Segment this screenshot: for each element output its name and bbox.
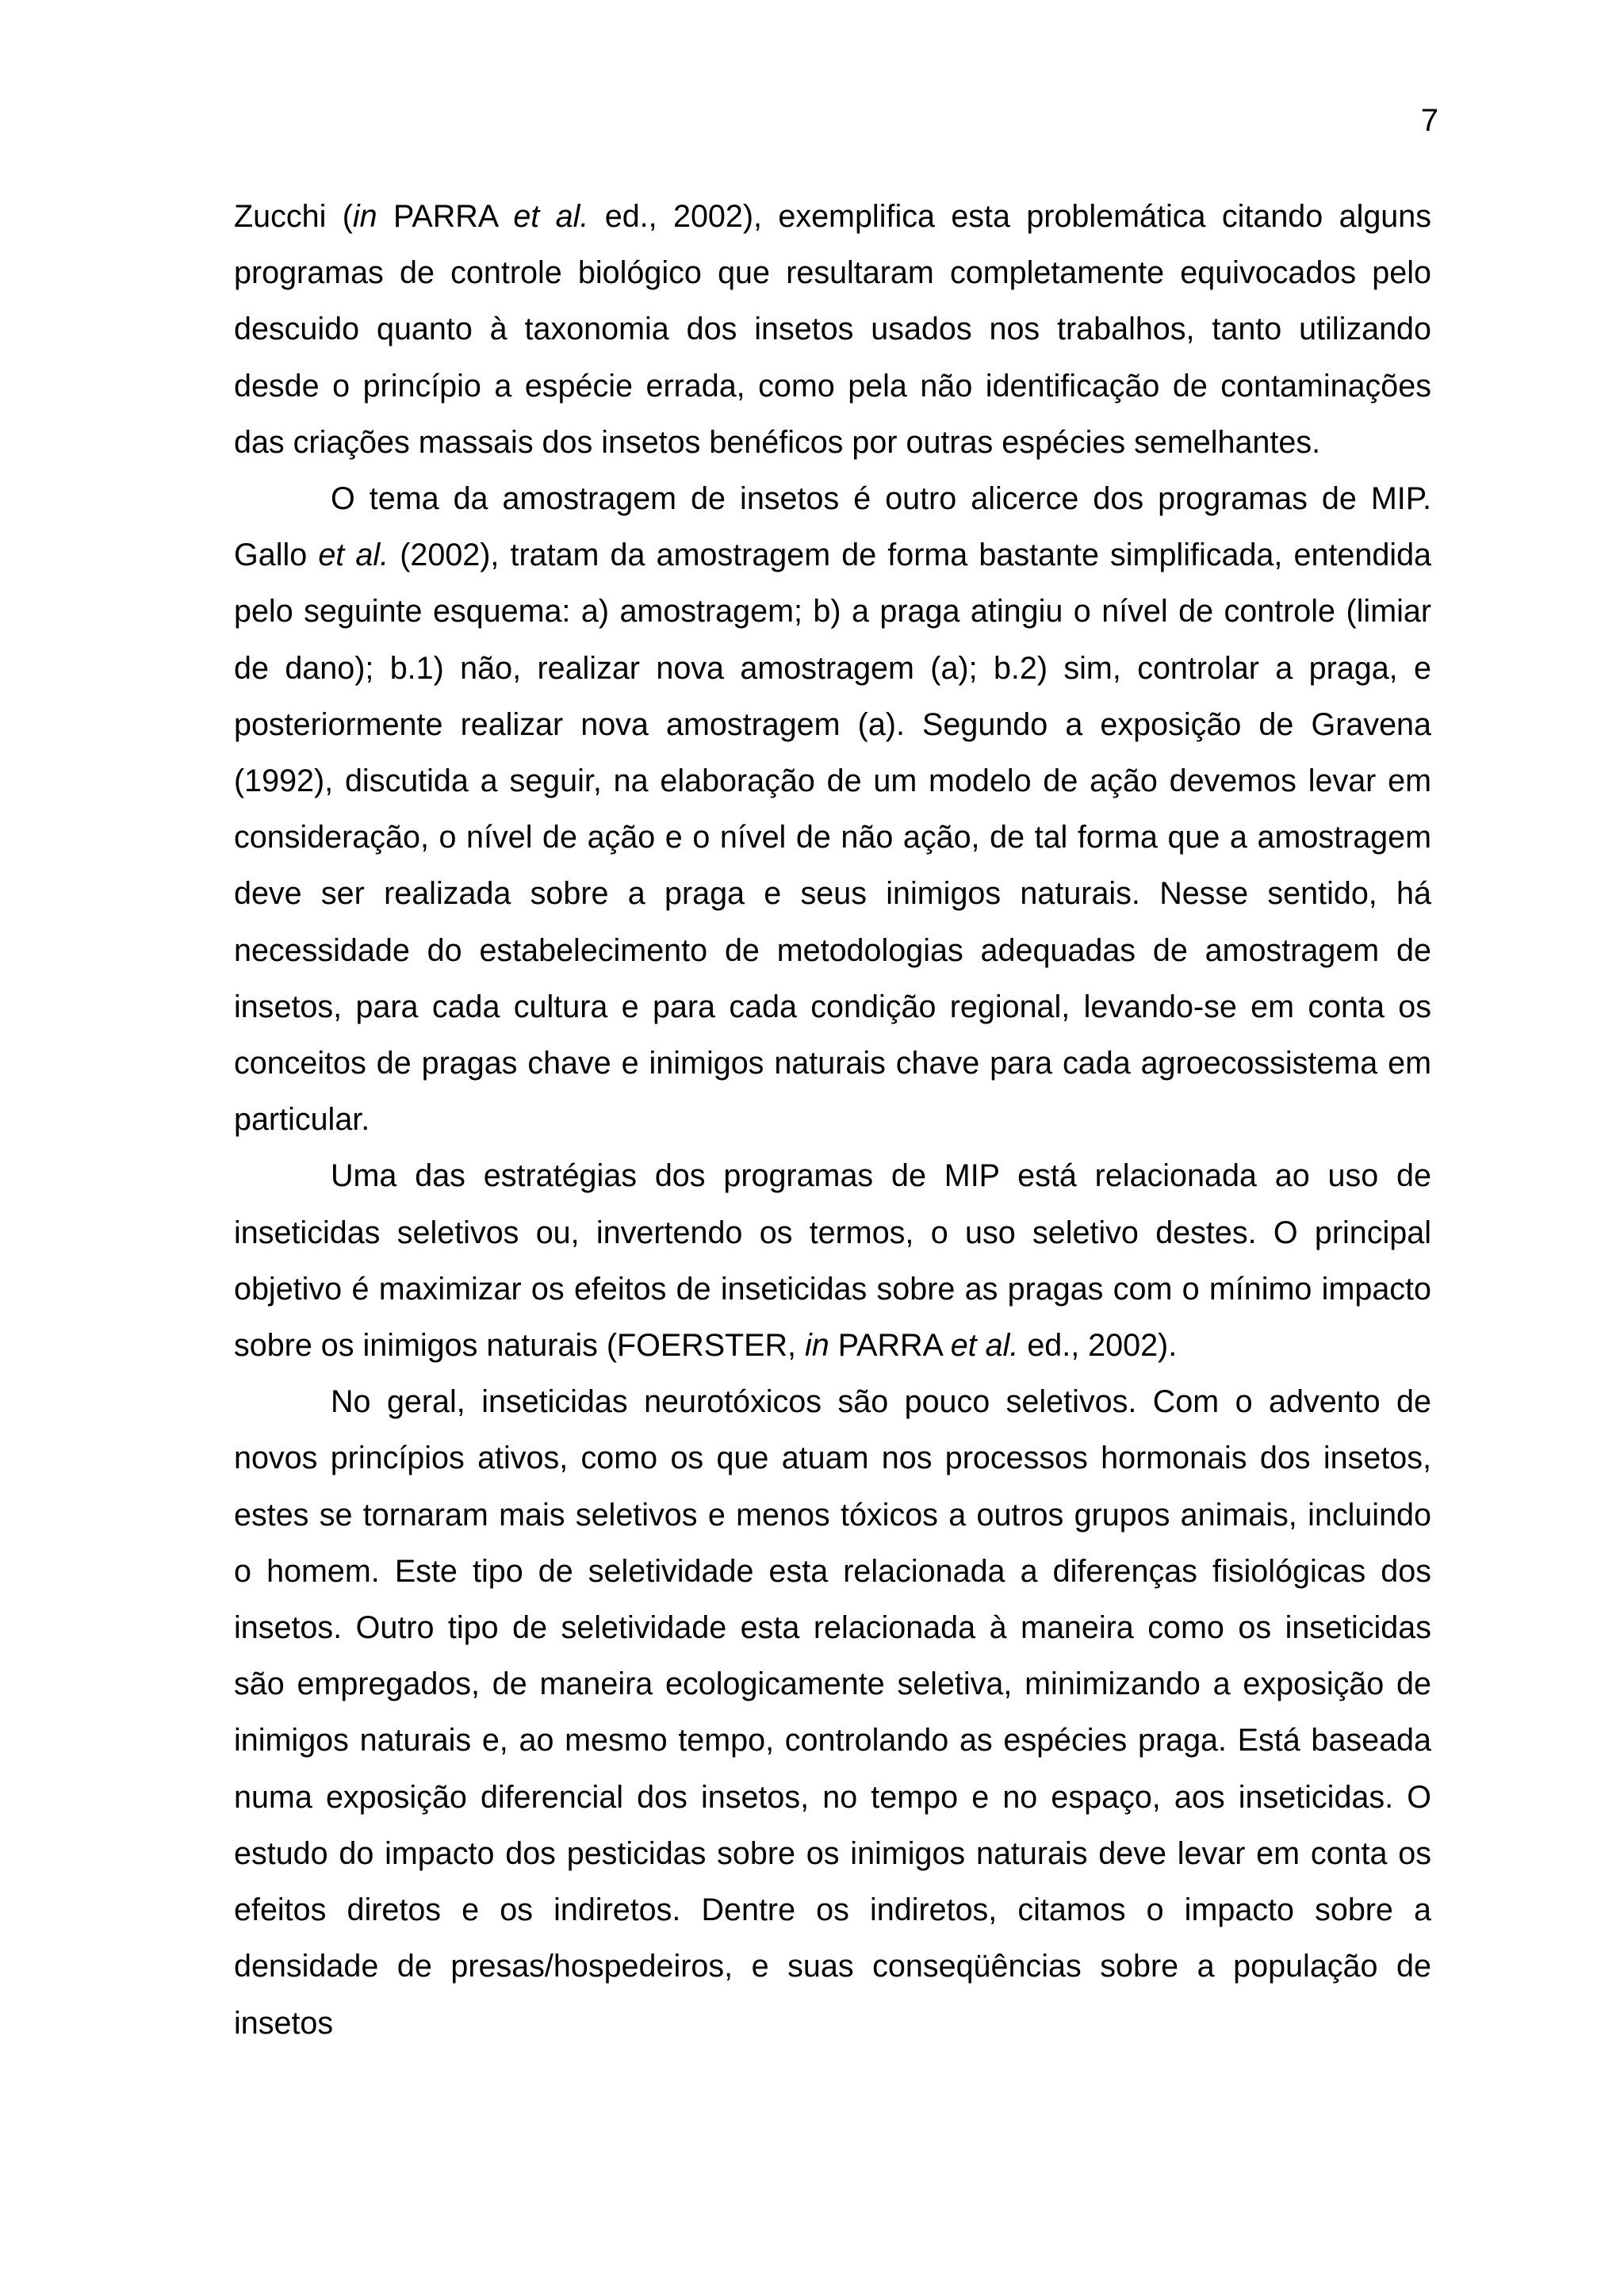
paragraph-text: (2002), tratam da amostragem de forma bastante simplificada, entendida pelo seguinte esquema: a) amostragem; b) a praga atingiu o nível de controle (limiar de dano); b.1) não, realizar nova amostragem (a); b.2) sim, controlar a praga, e posteriormente realizar nova amostragem (a). Segundo a exposição de Gravena (1992), discutida a seguir, na elaboração de um modelo de ação devemos levar em consideração, o nível de ação e o nível de não ação, de tal forma que a amostragem deve ser realizada sobre a praga e seus inimigos naturais. Nesse sentido, há necessidade do estabelecimento de metodologias adequadas de amostragem de insetos, para cada cultura e para cada condição regional, levando-se em conta os conceitos de pragas chave e inimigos naturais chave para cada agroecossistema em particular. [234, 538, 1431, 1138]
italic-text: et al. [318, 538, 389, 573]
paragraph-text: PARRA [377, 199, 514, 234]
paragraph-text: PARRA [829, 1328, 951, 1364]
paragraph-text: Uma das estratégias dos programas de MIP está relacionada ao uso de inseticidas seletivos ou, invertendo os termos, o uso seletivo destes. O principal objetivo é maximizar os efeitos de inseticidas sobre as pragas com o mínimo impacto sobre os inimigos naturais (FOERSTER, [234, 1158, 1431, 1364]
paragraph-text: O tema da amostragem de insetos é outro alicerce dos programas de MIP. Gallo [234, 481, 1431, 573]
paragraph [234, 1148, 1431, 1374]
paragraph [234, 471, 1431, 1148]
italic-text: et al. [513, 199, 589, 234]
page-number: 7 [1420, 103, 1438, 138]
paragraph [234, 1374, 1431, 2051]
italic-text: et al. [950, 1328, 1019, 1364]
paragraph-text: No geral, inseticidas neurotóxicos são pouco seletivos. Com o advento de novos princípios ativos, como os que atuam nos processos hormonais dos insetos, estes se tornaram mais seletivos e menos tóxicos a outros grupos animais, incluindo o homem. Este tipo de seletividade esta relacionada a diferenças fisiológicas dos insetos. Outro tipo de seletividade esta relacionada à maneira como os inseticidas são empregados, de maneira ecologicamente seletiva, minimizando a exposição de inimigos naturais e, ao mesmo tempo, controlando as espécies praga. Está baseada numa exposição diferencial dos insetos, no tempo e no espaço, aos inseticidas. O estudo do impacto dos pesticidas sobre os inimigos naturais deve levar em conta os efeitos diretos e os indiretos. Dentre os indiretos, citamos o impacto sobre a densidade de presas/hospedeiros, e suas conseqüências sobre a população de insetos [234, 1384, 1431, 2041]
paragraph-text: ed., 2002), exemplifica esta problemática citando alguns programas de controle biológico que resultaram completamente equivocados pelo descuido quanto à taxonomia dos insetos usados nos trabalhos, tanto utilizando desde o princípio a espécie errada, como pela não identificação de contaminações das criações massais dos insetos benéficos por outras espécies semelhantes. [234, 199, 1431, 460]
italic-text: in [352, 199, 377, 234]
italic-text: in [805, 1328, 829, 1364]
paragraph [234, 189, 1431, 471]
paragraph-text: ed., 2002). [1018, 1328, 1178, 1364]
paragraph-text: Zucchi ( [234, 199, 353, 234]
body-text [234, 189, 1431, 2052]
